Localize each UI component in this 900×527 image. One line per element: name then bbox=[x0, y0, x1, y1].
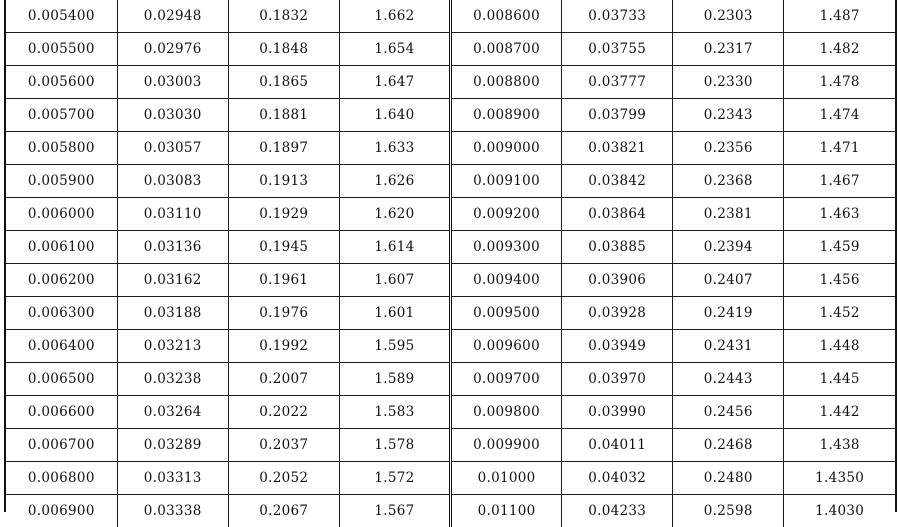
table-cell: 0.005500 bbox=[6, 33, 117, 66]
table-cell: 0.006100 bbox=[6, 231, 117, 264]
table-cell: 0.1976 bbox=[228, 297, 339, 330]
table-cell: 0.006000 bbox=[6, 198, 117, 231]
table-cell: 0.009000 bbox=[451, 132, 562, 165]
table-cell: 0.03990 bbox=[562, 396, 673, 429]
table-cell: 0.006200 bbox=[6, 264, 117, 297]
table-cell: 0.02976 bbox=[117, 33, 228, 66]
table-cell: 1.583 bbox=[339, 396, 450, 429]
table-cell: 0.2381 bbox=[673, 198, 784, 231]
table-cell: 1.487 bbox=[784, 0, 895, 33]
table-cell: 0.005800 bbox=[6, 132, 117, 165]
table-cell: 0.2037 bbox=[228, 429, 339, 462]
table-body bbox=[6, 0, 895, 527]
table-row bbox=[6, 396, 895, 429]
table-cell: 0.03821 bbox=[562, 132, 673, 165]
table-cell: 0.009200 bbox=[451, 198, 562, 231]
table-cell: 0.2394 bbox=[673, 231, 784, 264]
table-cell: 0.1992 bbox=[228, 330, 339, 363]
table-cell: 0.006300 bbox=[6, 297, 117, 330]
table-cell: 0.03083 bbox=[117, 165, 228, 198]
table-cell: 1.626 bbox=[339, 165, 450, 198]
table-cell: 0.03842 bbox=[562, 165, 673, 198]
table-cell: 0.006400 bbox=[6, 330, 117, 363]
table-cell: 0.2317 bbox=[673, 33, 784, 66]
table-cell: 0.03289 bbox=[117, 429, 228, 462]
table-cell: 1.589 bbox=[339, 363, 450, 396]
table-cell: 0.009600 bbox=[451, 330, 562, 363]
table-cell: 0.03162 bbox=[117, 264, 228, 297]
table-cell: 1.633 bbox=[339, 132, 450, 165]
table-cell: 1.620 bbox=[339, 198, 450, 231]
table-row bbox=[6, 330, 895, 363]
table-cell: 0.03003 bbox=[117, 66, 228, 99]
table-cell: 0.2067 bbox=[228, 495, 339, 527]
table-cell: 1.445 bbox=[784, 363, 895, 396]
table-cell: 0.1913 bbox=[228, 165, 339, 198]
table-cell: 1.478 bbox=[784, 66, 895, 99]
table-cell: 1.607 bbox=[339, 264, 450, 297]
table-cell: 0.009400 bbox=[451, 264, 562, 297]
table-cell: 1.474 bbox=[784, 99, 895, 132]
table-cell: 0.009100 bbox=[451, 165, 562, 198]
table-cell: 0.03136 bbox=[117, 231, 228, 264]
table-row bbox=[6, 297, 895, 330]
table-cell: 0.01000 bbox=[451, 462, 562, 495]
table-cell: 1.567 bbox=[339, 495, 450, 527]
table-cell: 0.1881 bbox=[228, 99, 339, 132]
table-cell: 0.009300 bbox=[451, 231, 562, 264]
table-cell: 0.2368 bbox=[673, 165, 784, 198]
table-cell: 0.03777 bbox=[562, 66, 673, 99]
table-cell: 0.03338 bbox=[117, 495, 228, 527]
table-cell: 1.467 bbox=[784, 165, 895, 198]
table-cell: 1.647 bbox=[339, 66, 450, 99]
table-cell: 1.614 bbox=[339, 231, 450, 264]
table-cell: 0.03057 bbox=[117, 132, 228, 165]
table-cell: 0.006600 bbox=[6, 396, 117, 429]
table-cell: 0.1897 bbox=[228, 132, 339, 165]
table-cell: 1.438 bbox=[784, 429, 895, 462]
table-cell: 0.03188 bbox=[117, 297, 228, 330]
table-row bbox=[6, 231, 895, 264]
table-cell: 1.640 bbox=[339, 99, 450, 132]
table-cell: 0.1945 bbox=[228, 231, 339, 264]
table-cell: 0.005700 bbox=[6, 99, 117, 132]
table-row bbox=[6, 495, 895, 527]
table-row bbox=[6, 363, 895, 396]
table-cell: 0.2343 bbox=[673, 99, 784, 132]
table-cell: 0.006900 bbox=[6, 495, 117, 527]
table-cell: 0.1865 bbox=[228, 66, 339, 99]
table-cell: 0.2456 bbox=[673, 396, 784, 429]
table-cell: 0.03110 bbox=[117, 198, 228, 231]
table-cell: 0.009900 bbox=[451, 429, 562, 462]
table-cell: 0.2468 bbox=[673, 429, 784, 462]
table-cell: 0.2052 bbox=[228, 462, 339, 495]
table-cell: 1.4350 bbox=[784, 462, 895, 495]
table-cell: 0.01100 bbox=[451, 495, 562, 527]
table-cell: 0.1929 bbox=[228, 198, 339, 231]
table-cell: 0.1832 bbox=[228, 0, 339, 33]
table-cell: 0.2007 bbox=[228, 363, 339, 396]
table-row bbox=[6, 66, 895, 99]
table-cell: 0.009700 bbox=[451, 363, 562, 396]
table-cell: 1.662 bbox=[339, 0, 450, 33]
table-cell: 0.008900 bbox=[451, 99, 562, 132]
table-cell: 0.008600 bbox=[451, 0, 562, 33]
table-cell: 0.04032 bbox=[562, 462, 673, 495]
table-cell: 0.005400 bbox=[6, 0, 117, 33]
table-cell: 0.2356 bbox=[673, 132, 784, 165]
table-cell: 1.442 bbox=[784, 396, 895, 429]
table-cell: 0.2419 bbox=[673, 297, 784, 330]
table-cell: 0.2431 bbox=[673, 330, 784, 363]
data-table bbox=[6, 0, 895, 527]
table-cell: 1.471 bbox=[784, 132, 895, 165]
table-cell: 0.03238 bbox=[117, 363, 228, 396]
table-cell: 1.456 bbox=[784, 264, 895, 297]
table-cell: 0.03799 bbox=[562, 99, 673, 132]
table-cell: 1.572 bbox=[339, 462, 450, 495]
table-cell: 1.448 bbox=[784, 330, 895, 363]
table-cell: 1.4030 bbox=[784, 495, 895, 527]
table-row bbox=[6, 165, 895, 198]
table-cell: 1.654 bbox=[339, 33, 450, 66]
table-cell: 0.03906 bbox=[562, 264, 673, 297]
table-row bbox=[6, 198, 895, 231]
table-cell: 0.2022 bbox=[228, 396, 339, 429]
table-cell: 0.03733 bbox=[562, 0, 673, 33]
table-cell: 0.1961 bbox=[228, 264, 339, 297]
table-cell: 0.03755 bbox=[562, 33, 673, 66]
table-cell: 0.008800 bbox=[451, 66, 562, 99]
table-row bbox=[6, 264, 895, 297]
table-cell: 0.03885 bbox=[562, 231, 673, 264]
table-cell: 0.03970 bbox=[562, 363, 673, 396]
table-cell: 0.2480 bbox=[673, 462, 784, 495]
table-cell: 0.006500 bbox=[6, 363, 117, 396]
table-cell: 0.008700 bbox=[451, 33, 562, 66]
table-cell: 0.03928 bbox=[562, 297, 673, 330]
table-row bbox=[6, 462, 895, 495]
table-cell: 0.2330 bbox=[673, 66, 784, 99]
table-cell: 0.03213 bbox=[117, 330, 228, 363]
table-row bbox=[6, 429, 895, 462]
table-cell: 0.2598 bbox=[673, 495, 784, 527]
table-cell: 1.578 bbox=[339, 429, 450, 462]
table-cell: 1.459 bbox=[784, 231, 895, 264]
table-cell: 0.03264 bbox=[117, 396, 228, 429]
table-cell: 0.04233 bbox=[562, 495, 673, 527]
table-row bbox=[6, 0, 895, 33]
table-cell: 0.1848 bbox=[228, 33, 339, 66]
table-cell: 0.03313 bbox=[117, 462, 228, 495]
table-cell: 0.009500 bbox=[451, 297, 562, 330]
table-cell: 1.452 bbox=[784, 297, 895, 330]
table-row bbox=[6, 99, 895, 132]
table-cell: 0.006700 bbox=[6, 429, 117, 462]
table-cell: 0.03864 bbox=[562, 198, 673, 231]
table-cell: 0.2303 bbox=[673, 0, 784, 33]
table-cell: 0.02948 bbox=[117, 0, 228, 33]
table-cell: 0.03949 bbox=[562, 330, 673, 363]
table-cell: 0.04011 bbox=[562, 429, 673, 462]
table-row bbox=[6, 132, 895, 165]
table-cell: 0.2407 bbox=[673, 264, 784, 297]
table-cell: 1.601 bbox=[339, 297, 450, 330]
table-cell: 0.009800 bbox=[451, 396, 562, 429]
table-cell: 0.03030 bbox=[117, 99, 228, 132]
data-table-container bbox=[4, 0, 897, 512]
table-cell: 0.005600 bbox=[6, 66, 117, 99]
table-row bbox=[6, 33, 895, 66]
table-cell: 1.482 bbox=[784, 33, 895, 66]
table-cell: 0.005900 bbox=[6, 165, 117, 198]
table-cell: 0.006800 bbox=[6, 462, 117, 495]
table-cell: 1.463 bbox=[784, 198, 895, 231]
table-cell: 0.2443 bbox=[673, 363, 784, 396]
table-cell: 1.595 bbox=[339, 330, 450, 363]
